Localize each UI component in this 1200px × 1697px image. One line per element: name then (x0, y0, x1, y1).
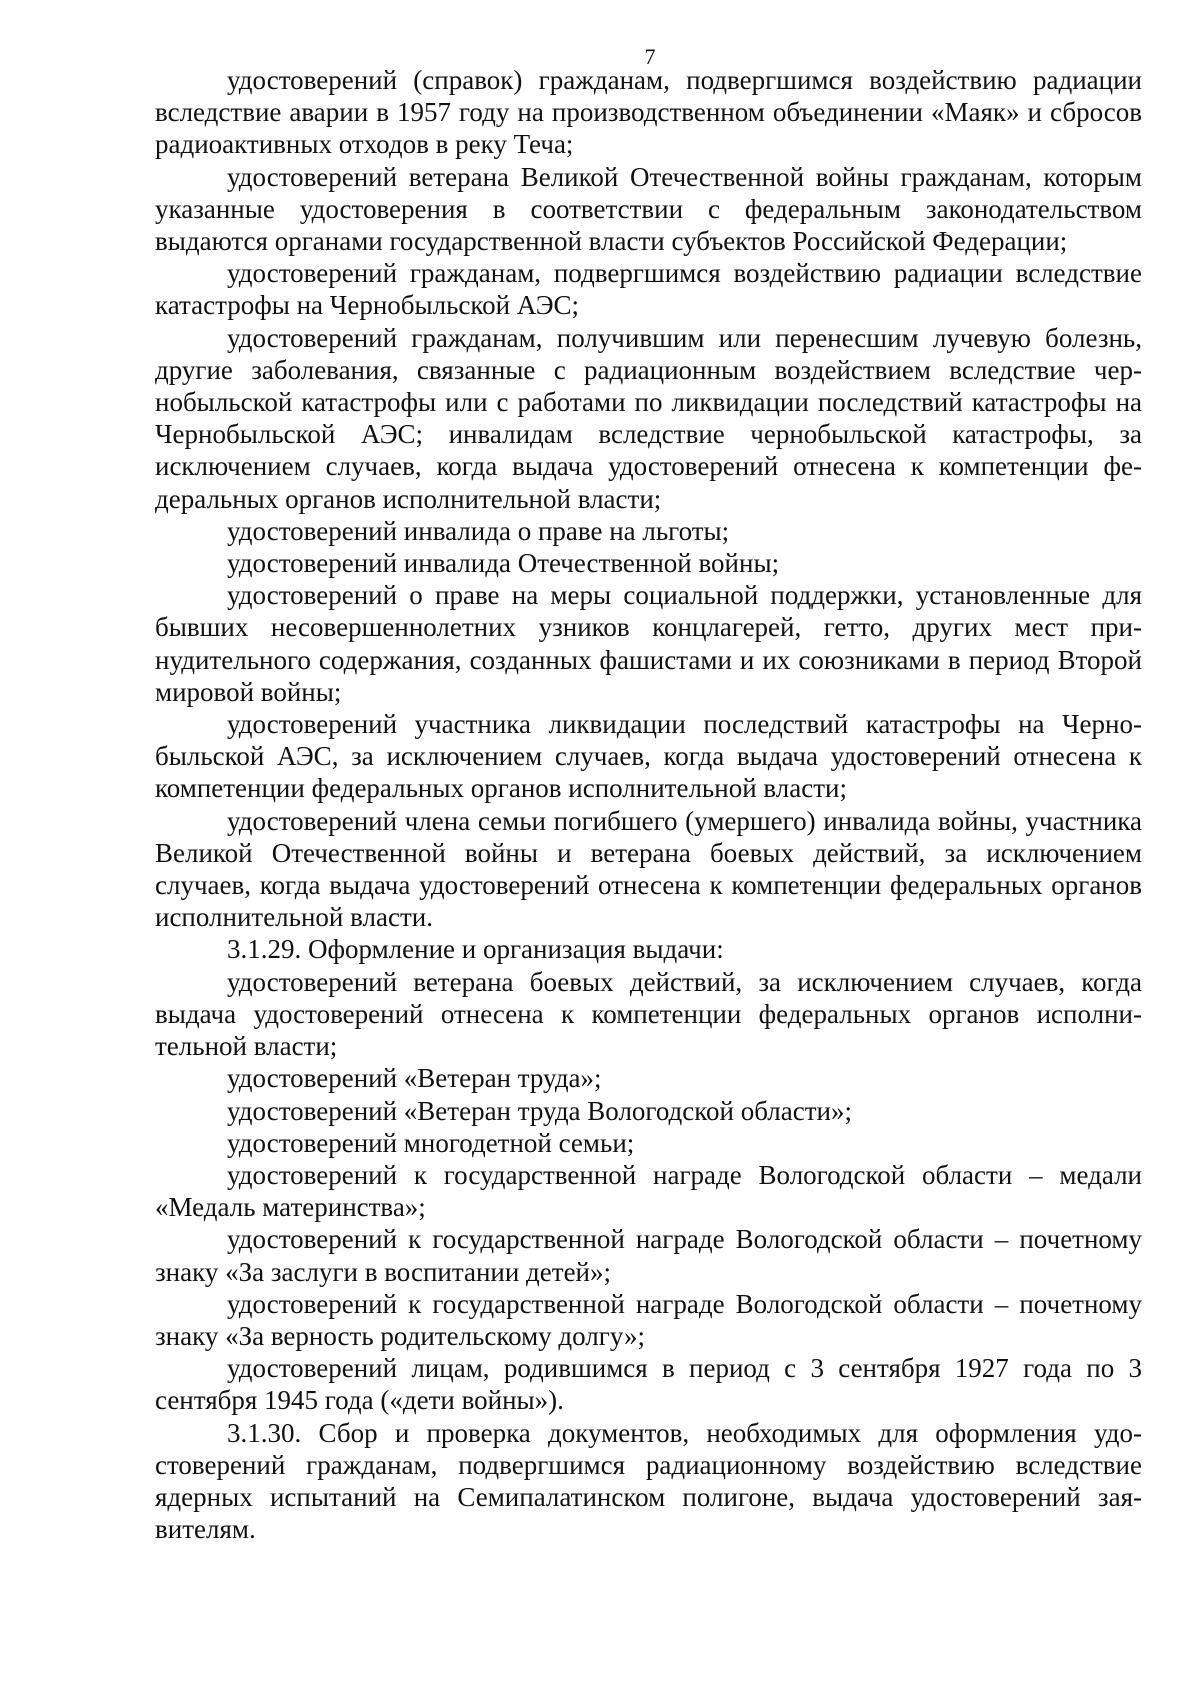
paragraph-section-3-1-29: 3.1.29. Оформление и организация выдачи: (227, 934, 724, 965)
paragraph-wwii-veteran-certificates: удостоверений ветерана Великой Отечественной войны гражданам, которым указанные удостоверения в соответствии с федеральным законодательством выдаются органами государственной власти субъектов Российской Федерации; (155, 161, 1142, 257)
paragraph-radiation-sickness-certificates: удостоверений гражданам, получившим или перенесшим лучевую болезнь, другие заболевания, связанные с радиационным воздействием вследствие чернобыльской катастрофы или с работами по ликвидации последствий катастрофы на Чернобыльской АЭС; инвалидам вследствие чернобыльской катастрофы, за исключением случаев, когда выдача удостоверений отнесена к компетенции федеральных органов исполнительной власти; (155, 322, 1142, 514)
page-number: 7 (644, 44, 656, 69)
paragraph-parental-duty-badge-certificates: удостоверений к государственной награде Вологодской области – почетному знаку «За верность родительскому долгу»; (155, 1288, 1142, 1351)
paragraph-large-family-certificates: удостоверений многодетной семьи; (227, 1127, 635, 1158)
paragraph-chernobyl-radiation-certificates: удостоверений гражданам, подвергшимся воздействию радиации вследствие катастрофы на Чернобыльской АЭС; (155, 258, 1142, 321)
paragraph-family-member-certificates: удостоверений члена семьи погибшего (умершего) инвалида войны, участника Великой Отечественной войны и ветерана боевых действий, за исключением случаев, когда выдача удостоверений отнесена к компетенции федеральных органов исполнительной власти. (155, 805, 1142, 933)
paragraph-combat-veteran-certificates: удостоверений ветерана боевых действий, за исключением случаев, когда выдача удостоверений отнесена к компетенции федеральных органов исполнительной власти; (155, 966, 1142, 1062)
paragraph-mayak-certificates: удостоверений (справок) гражданам, подвергшимся воздействию радиации вследствие аварии в 1957 году на производственном объединении «Маяк» и сбросов радиоактивных отходов в реку Теча; (155, 65, 1142, 160)
paragraph-child-upbringing-badge-certificates: удостоверений к государственной награде Вологодской области – почетному знаку «За заслуги в воспитании детей»; (155, 1224, 1142, 1287)
paragraph-labor-veteran-certificates: удостоверений «Ветеран труда»; (227, 1063, 602, 1094)
paragraph-section-3-1-30: 3.1.30. Сбор и проверка документов, необходимых для оформления удостоверений гражданам, подвергшимся радиационному воздействию вследствие ядерных испытаний на Семипалатинском полигоне, выдача удостоверений заявителям. (155, 1417, 1142, 1545)
document-body (155, 64, 1142, 1545)
paragraph-disabled-benefits-certificates: удостоверений инвалида о праве на льготы; (227, 515, 730, 546)
paragraph-chernobyl-liquidator-certificates: удостоверений участника ликвидации последствий катастрофы на Чернобыльской АЭС, за исключением случаев, когда выдача удостоверений отнесена к компетенции федеральных органов исполнительной власти; (155, 709, 1142, 804)
paragraph-regional-labor-veteran-certificates: удостоверений «Ветеран труда Вологодской области»; (227, 1095, 852, 1126)
paragraph-motherhood-medal-certificates: удостоверений к государственной награде Вологодской области – медали «Медаль материнства»; (155, 1159, 1142, 1223)
paragraph-war-disabled-certificates: удостоверений инвалида Отечественной войны; (227, 548, 780, 579)
paragraph-children-of-war-certificates: удостоверений лицам, родившимся в период с 3 сентября 1927 года по 3 сентября 1945 года («дети войны»). (155, 1353, 1142, 1416)
paragraph-camp-prisoners-certificates: удостоверений о праве на меры социальной поддержки, установленные для бывших несовершеннолетних узников концлагерей, гетто, других мест принудительного содержания, созданных фашистами и их союзниками в период Второй мировой войны; (155, 580, 1142, 707)
